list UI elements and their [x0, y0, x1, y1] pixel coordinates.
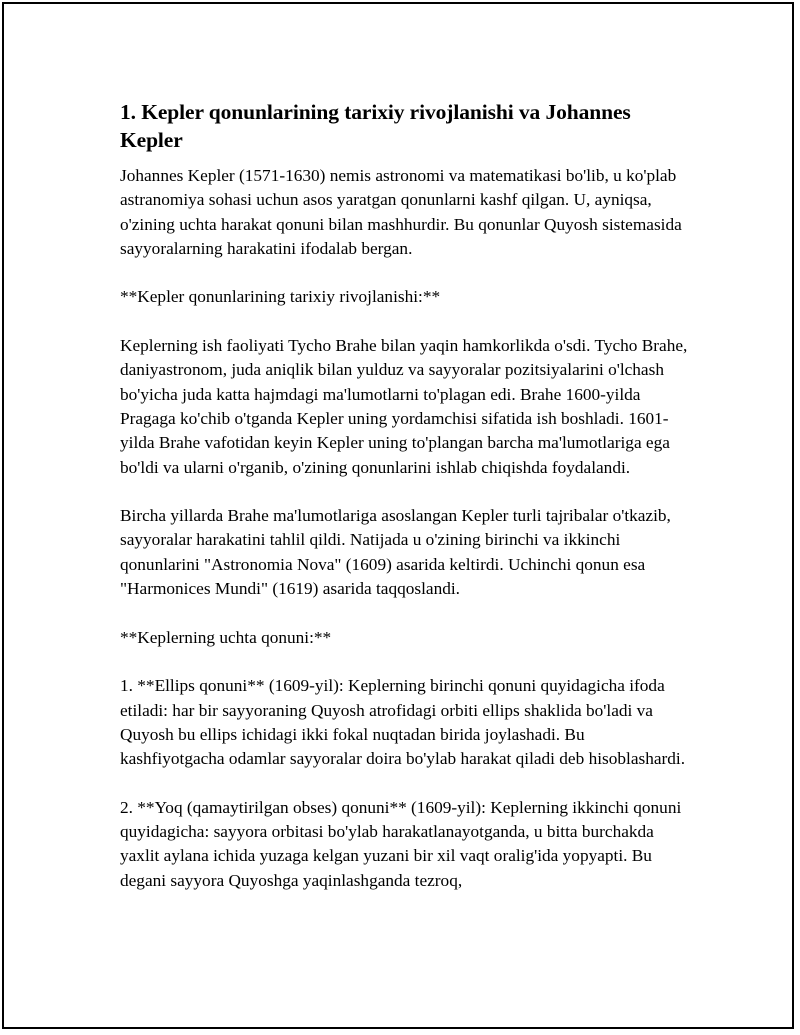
section-title: 1. Kepler qonunlarining tarixiy rivojlanishi va Johannes Kepler: [120, 100, 631, 152]
paragraph-second-law: 2. **Yoq (qamaytirilgan obses) qonuni** (1609-yil): Keplerning ikkinchi qonuni quyidagicha: sayyora orbitasi bo'ylab harakatlanayotganda, u bitta burchakda yaxlit aylana ichida yuzaga kelgan yuzani bir xil vaqt oralig'ida yopyapti. Bu degani sayyora Quyoshga yaqinlashganda tezroq,: [120, 797, 682, 890]
paragraph-first-law: 1. **Ellips qonuni** (1609-yil): Keplerning birinchi qonuni quyidagicha ifoda etiladi: har bir sayyoraning Quyosh atrofidagi orbiti ellips shaklida bo'ladi va Quyosh bu ellips ichidagi ikki fokal nuqtadan birida joylashadi. Bu kashfiyotgacha odamlar sayyoralar doira bo'ylab harakat qiladi deb hisoblashardi.: [120, 676, 686, 769]
paragraph-history-brahe: Keplerning ish faoliyati Tycho Brahe bilan yaqin hamkorlikda o'sdi. Tycho Brahe, daniyastronom, juda aniqlik bilan yulduz va sayyoralar pozitsiyalarini o'lchash bo'yicha juda katta hajmdagi ma'lumotlarni to'plagan edi. Brahe 1600-yilda Pragaga ko'chib o'tganda Kepler uning yordamchisi sifatida ish boshladi. 1601-yilda Brahe vafotidan keyin Kepler uning to'plangan barcha ma'lumotlariga ega bo'ldi va ularni o'rganib, o'zining qonunlarini ishlab chiqishda foydalandi.: [120, 336, 688, 477]
paragraph-laws-heading: **Keplerning uchta qonuni:**: [120, 627, 332, 647]
document-content: [120, 98, 692, 893]
paragraph-history-heading: **Kepler qonunlarining tarixiy rivojlanishi:**: [120, 287, 441, 307]
document-page: [2, 2, 794, 1029]
paragraph-history-publications: Bircha yillarda Brahe ma'lumotlariga asoslangan Kepler turli tajribalar o'tkazib, sayyoralar harakatini tahlil qildi. Natijada u o'zining birinchi va ikkinchi qonunlarini "Astronomia Nova" (1609) asarida keltirdi. Uchinchi qonun esa "Harmonices Mundi" (1619) asarida taqqoslandi.: [120, 506, 671, 599]
paragraph-intro: Johannes Kepler (1571-1630) nemis astronomi va matematikasi bo'lib, u ko'plab astranomiya sohasi uchun asos yaratgan qonunlarni kashf qilgan. U, ayniqsa, o'zining uchta harakat qonuni bilan mashhurdir. Bu qonunlar Quyosh sistemasida sayyoralarning harakatini ifodalab bergan.: [120, 166, 682, 258]
